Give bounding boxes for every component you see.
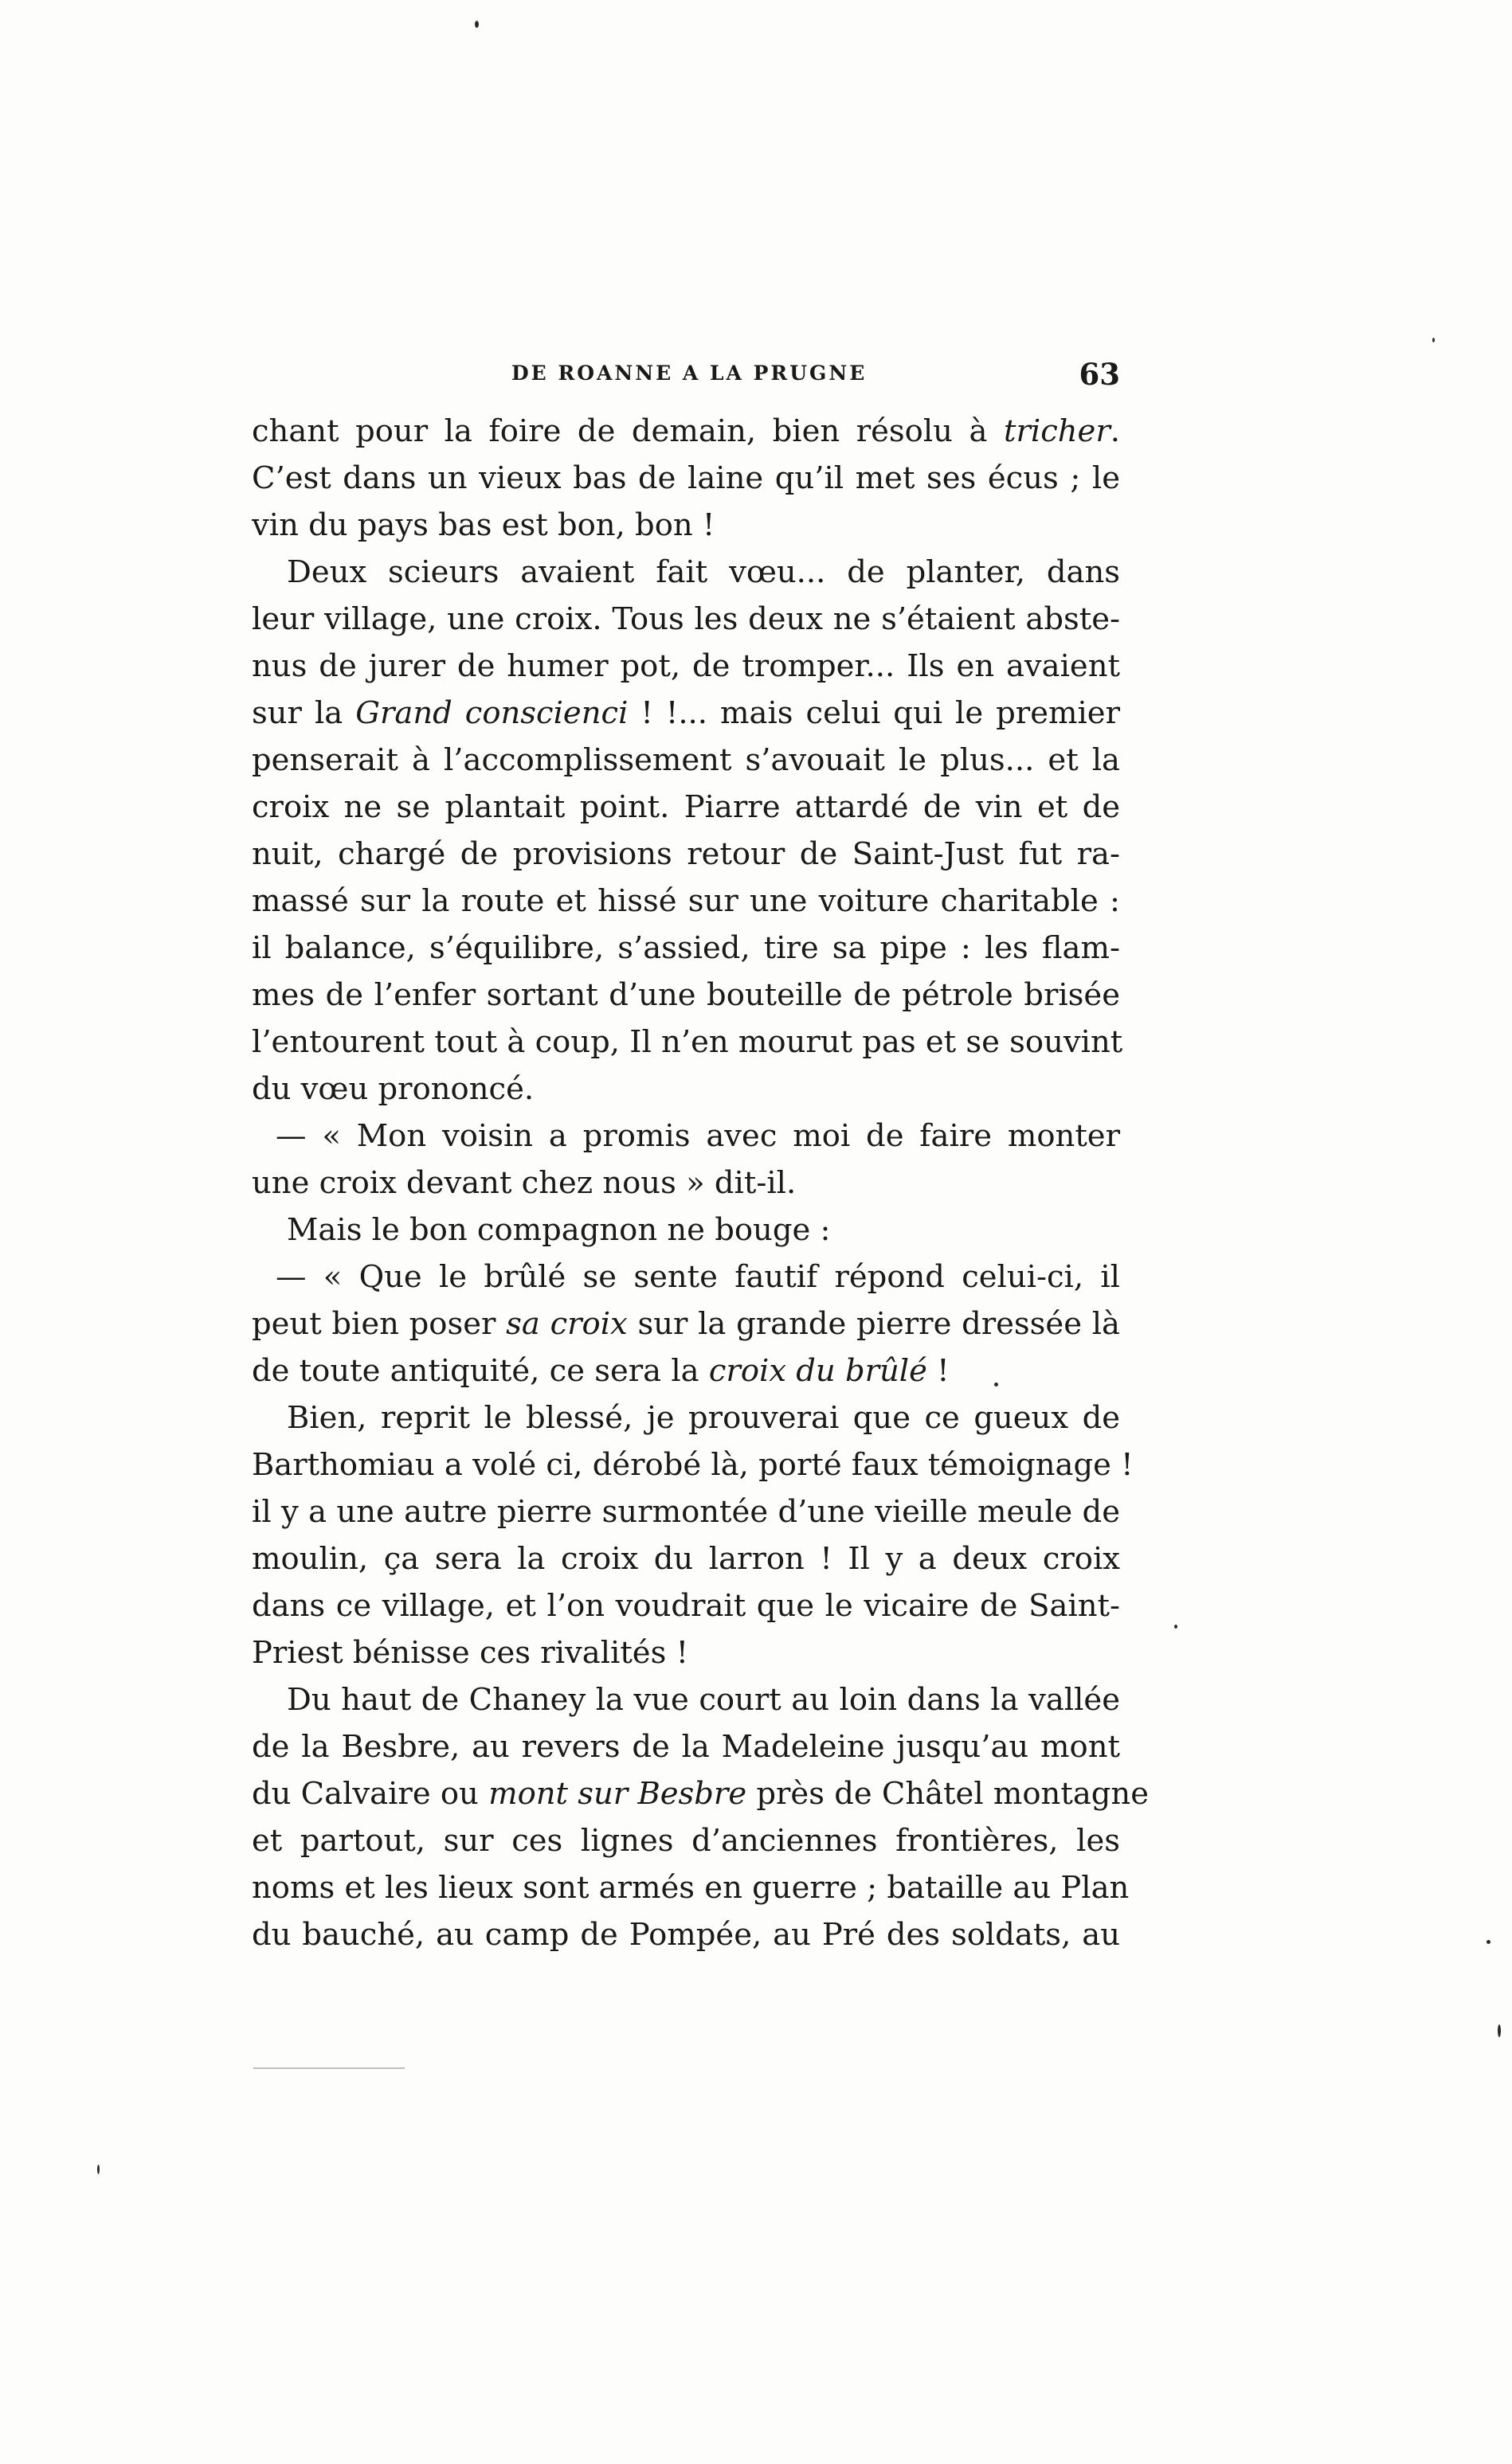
- text-line: croix ne se plantait point. Piarre attardé de vin et de: [252, 789, 1120, 825]
- text-line: l’entourent tout à coup, Il n’en mourut pas et se souvint: [252, 1024, 1123, 1060]
- scan-speck: [1432, 338, 1435, 342]
- text-line: Du haut de Chaney la vue court au loin dans la vallée: [287, 1682, 1120, 1718]
- text-line: peut bien poser sa croix sur la grande pierre dressée là: [252, 1306, 1120, 1342]
- text-line: Barthomiau a volé ci, dérobé là, porté faux témoignage !: [252, 1447, 1134, 1483]
- text-line: — « Mon voisin a promis avec moi de faire monter: [276, 1118, 1120, 1154]
- scan-speck: [1498, 2024, 1501, 2037]
- text-line: penserait à l’accomplissement s’avouait le plus... et la: [252, 742, 1120, 778]
- text-line: noms et les lieux sont armés en guerre ; bataille au Plan: [252, 1870, 1130, 1906]
- text-line: Mais le bon compagnon ne bouge :: [287, 1212, 831, 1248]
- text-line: leur village, une croix. Tous les deux ne s’étaient abste-: [252, 601, 1120, 637]
- text-line: sur la Grand conscienci ! !... mais celui qui le premier: [252, 695, 1120, 731]
- text-line: de la Besbre, au revers de la Madeleine jusqu’au mont: [252, 1729, 1120, 1765]
- text-line: C’est dans un vieux bas de laine qu’il met ses écus ; le: [252, 460, 1120, 496]
- text-line: moulin, ça sera la croix du larron ! Il y a deux croix: [252, 1541, 1120, 1577]
- text-line: massé sur la route et hissé sur une voiture charitable :: [252, 883, 1120, 919]
- text-line: de toute antiquité, ce sera la croix du brûlé !: [252, 1353, 950, 1389]
- scan-speck: [475, 21, 479, 28]
- text-line: et partout, sur ces lignes d’anciennes frontières, les: [252, 1823, 1120, 1859]
- text-line: une croix devant chez nous » dit-il.: [252, 1165, 797, 1201]
- text-line: Bien, reprit le blessé, je prouverai que ce gueux de: [287, 1400, 1120, 1436]
- text-line: Deux scieurs avaient fait vœu... de planter, dans: [287, 554, 1120, 590]
- text-line: nus de jurer de humer pot, de tromper... Ils en avaient: [252, 648, 1120, 684]
- scan-mark: [253, 2067, 405, 2069]
- scan-speck: [1487, 1940, 1490, 1944]
- text-line: Priest bénisse ces rivalités !: [252, 1635, 689, 1671]
- page-header: [252, 357, 1120, 405]
- text-line: mes de l’enfer sortant d’une bouteille de pétrole brisée: [252, 977, 1120, 1013]
- text-line: nuit, chargé de provisions retour de Saint-Just fut ra-: [252, 836, 1120, 872]
- text-line: du bauché, au camp de Pompée, au Pré des soldats, au: [252, 1917, 1120, 1953]
- page-number: 63: [1079, 357, 1120, 392]
- scan-speck: [994, 1383, 998, 1386]
- text-line: dans ce village, et l’on voudrait que le vicaire de Saint-: [252, 1588, 1120, 1624]
- text-line: chant pour la foire de demain, bien résolu à tricher.: [252, 413, 1120, 449]
- text-line: il y a une autre pierre surmontée d’une vieille meule de: [252, 1494, 1120, 1530]
- text-line: du vœu prononcé.: [252, 1071, 535, 1107]
- text-line: vin du pays bas est bon, bon !: [252, 507, 715, 543]
- text-line: — « Que le brûlé se sente fautif répond celui-ci, il: [276, 1259, 1120, 1295]
- body-text: [252, 408, 1150, 1958]
- text-line: du Calvaire ou mont sur Besbre près de Châtel montagne: [252, 1776, 1150, 1812]
- text-line: il balance, s’équilibre, s’assied, tire sa pipe : les flam-: [252, 930, 1120, 966]
- scan-speck: [97, 2165, 100, 2174]
- scan-speck: [1174, 1625, 1177, 1629]
- running-title: DE ROANNE A LA PRUGNE: [511, 362, 868, 385]
